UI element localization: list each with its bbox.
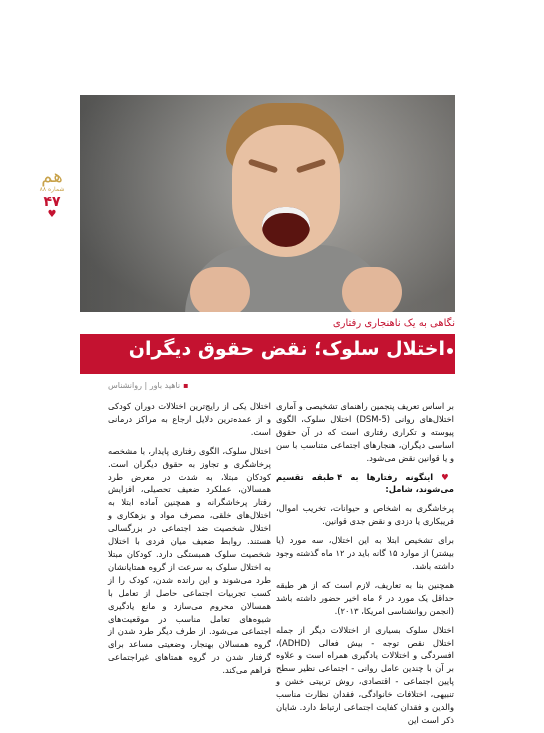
paragraph: همچنین بنا به تعاریف، لازم است که از هر طبقه حداقل یک مورد در ۶ ماه اخیر حضور داشته باشد (انجمن روانشناسی امریکا، ۲۰۱۳). [276, 579, 454, 616]
section-heading-text: اینگونه رفتارها به ۴ طبقه تقسیم می‌شوند، شامل: [276, 471, 454, 495]
byline-marker-icon: ▪ [183, 381, 189, 390]
heart-icon: ♥ [47, 209, 57, 220]
title-bar [80, 334, 455, 374]
left-column [108, 400, 271, 683]
paragraph: برای تشخیص ابتلا به این اختلال، سه مورد (یا بیشتر) از موارد ۱۵ گانه باید در ۱۲ ماه گذشته وجود داشته باشد. [276, 535, 454, 571]
child-right-fist [342, 267, 402, 312]
child-open-mouth [262, 207, 310, 247]
page-number: ۴۷ [43, 194, 61, 210]
paragraph: پرخاشگری به اشخاص و حیوانات، تخریب اموال، فریبکاری یا دزدی و نقض جدی قوانین. [276, 503, 454, 527]
title-bullet-icon [447, 348, 453, 354]
author-name: ناهید باور | روانشناس [108, 381, 181, 390]
author-byline [108, 381, 189, 390]
article-title: اختلال سلوک؛ نقض حقوق دیگران [128, 338, 445, 360]
magazine-logo [34, 166, 70, 220]
section-heading [276, 471, 454, 497]
logo-issue: شماره ۸۸ [39, 186, 65, 193]
paragraph: اختلال سلوک بسیاری از اختلالات دیگر از جمله اختلال نقص توجه - بیش فعالی (ADHD)، افسردگی و اختلالات یادگیری همراه است و علاوه بر آن با چندین عامل روانی - اجتماعی نظیر سطح پایین اجتماعی - اقتصادی، روش تربیتی خشن و تنبیهی، اختلافات خانوادگی، فقدان نظارت مناسب والدین و فقدان کفایت اجتماعی ارتباط دارد. شایان ذکر است این [276, 624, 454, 725]
intro-paragraph: بر اساس تعریف پنجمین راهنمای تشخیصی و آماری اختلال‌های روانی (DSM-5) اختلال سلوک، الگوی پیوسته و تکراری رفتاری است که در آن حقوق اساسی دیگران، هنجارهای اجتماعی متناسب با سن و یا قوانین نقض می‌شود. [276, 401, 454, 463]
article-photo-angry-child [80, 95, 455, 312]
child-left-fist [190, 267, 250, 312]
article-subtitle: نگاهی به یک ناهنجاری رفتاری [332, 318, 455, 329]
paragraph: اختلال سلوک، الگوی رفتاری پایدار، با مشخصه پرخاشگری و تجاوز به حقوق دیگران است. کودکان مبتلا، به شدت در معرض طرد همسالان، عملکرد ضعیف تحصیلی، افزایش رفتار پرخاشگرانه و همچنین آماده ابتلا به اختلال‌های خلقی، مصرف مواد و بزهکاری و اختلال شخصیت ضد اجتماعی در بزرگسالی هستند. روابط ضعیف میان فردی با اختلال شخصیت سلوک همبستگی دارد. کودکان مبتلا به اختلال سلوک به سرعت از گروه همتایانشان طرد می‌شوند و این رانده شدن، کودک را از کسب تجربیات اجتماعی حاصل از تعامل با همسالان محروم می‌سازد و مانع یادگیری شیوه‌های تعامل مناسب در موقعیت‌های اجتماعی می‌شود. از طرف دیگر طرد شدن از گروه همسالان بهنجار، وضعیتی مساعد برای گرفتار شدن در گروه همتاهای غیراجتماعی فراهم می‌کند. [108, 445, 271, 676]
logo-mark: هم [41, 166, 63, 187]
paragraph: اختلال یکی از رایج‌ترین اختلالات دوران کودکی و از عمده‌ترین دلایل ارجاع به مراکز درمانی است. [108, 401, 271, 437]
right-column [276, 400, 454, 733]
heading-heart-icon: ♥ [441, 471, 454, 482]
